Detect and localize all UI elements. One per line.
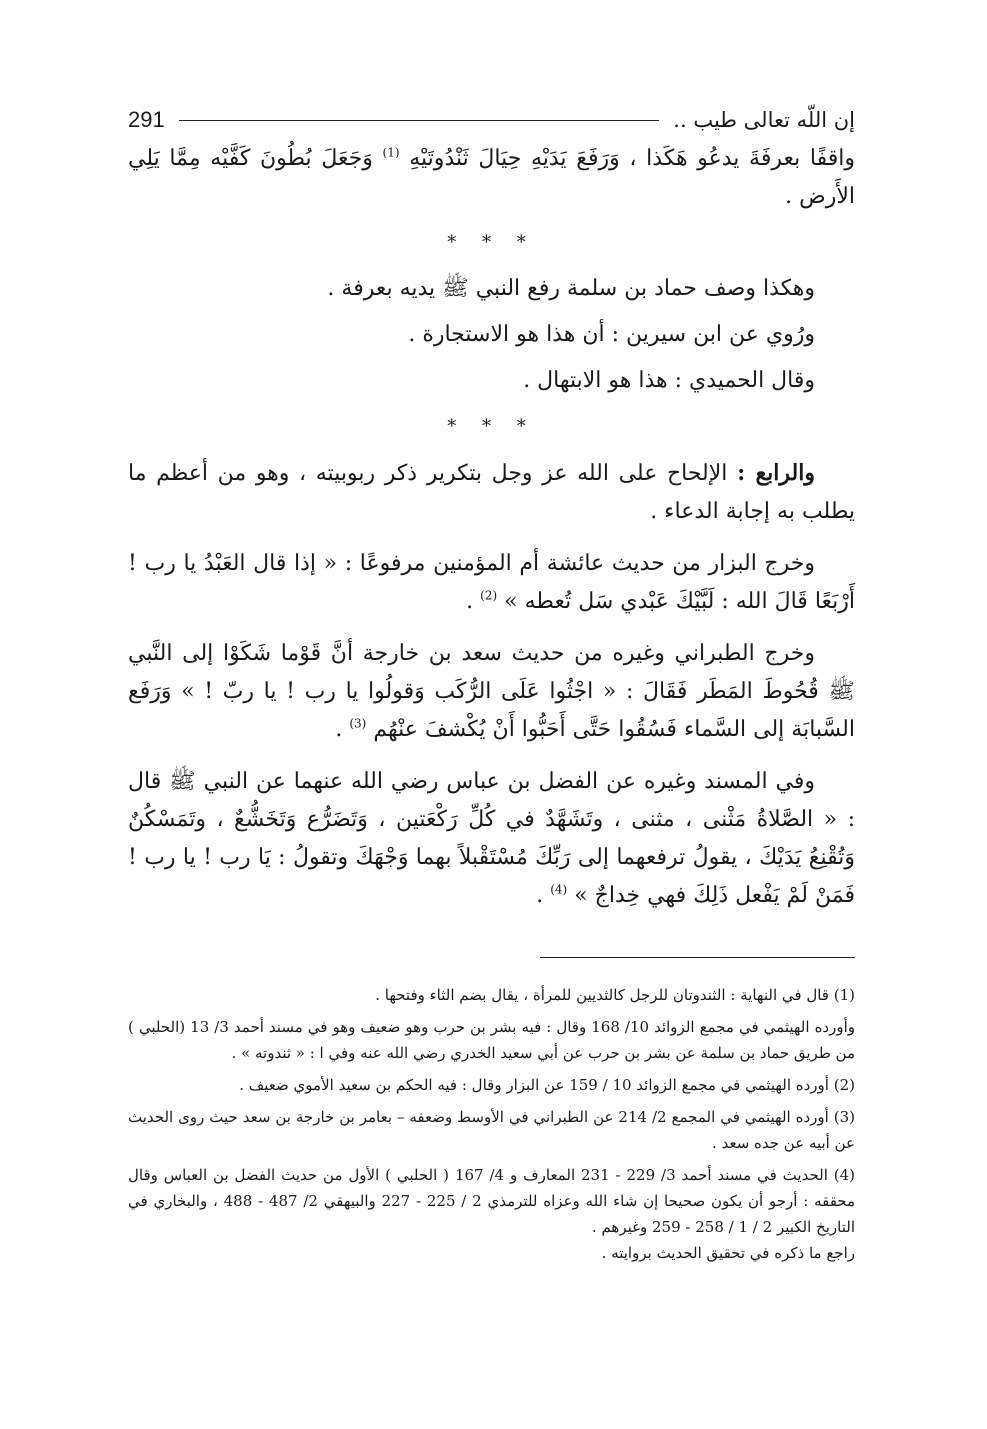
footnote-ref: (4)	[550, 882, 568, 897]
main-text	[128, 140, 855, 915]
footnote-ref: (3)	[349, 716, 367, 731]
paragraph: وقال الحميدي : هذا هو الابتهال .	[523, 368, 815, 393]
footnote-ref: (2)	[480, 588, 498, 603]
paragraph: ورُوي عن ابن سيرين : أن هذا هو الاستجارة .	[408, 322, 815, 347]
paragraph: وفي المسند وغيره عن الفضل بن عباس رضي الله عنهما عن النبي ﷺ قال : « الصَّلاةُ مَثْنى ، مثنى ، وتَشَهَّدٌ في كُلِّ رَكْعَتين ، وَتَضَرُّع وَتَخَشُّعٌ ، وتَمَسْكُنٌ وَتُقْنِعُ يَدَيْكَ ، يقولُ ترفعهما إلى رَبِّكَ مُسْتَقْبلاً بهما وَجْهَكَ وتقولُ : يَا رب ! يا رب ! فَمَنْ لَمْ يَفْعل ذَلِكَ فهي خِداجٌ » $^{(4)}$ .	[128, 769, 855, 908]
paragraph: واقفًا بعرفَةَ يدعُو هَكَذا ، وَرَفَعَ يَدَيْهِ حِيَالَ ثَنْدُوتَيْهِ $^{(1)}$ وَجَعَلَ بُطُونَ كَفَّيْه مِمَّا يَلِي الأَرض .	[128, 145, 855, 209]
footnote: (4) الحديث في مسند أحمد 3/ 229 - 231 المعارف و 4/ 167 ( الحلبي ) الأول من حديث الفضل بن العباس وقال محققه : أرجو أن يكون صحيحا إن شاء الله وعزاه للترمذي 2 / 225 - 227 والبيهقي 2/ 487 - 488 ، والبخاري في التاريخ الكبير 2 / 1 / 258 - 259 وغيرهم .	[128, 1166, 856, 1236]
footnote: (1) قال في النهاية : الثندوتان للرجل كالثديين للمرأة ، يقال بضم الثاء وفتحها .	[375, 986, 855, 1004]
footnotes	[128, 982, 855, 1266]
header-rule	[179, 120, 660, 121]
paragraph: وهكذا وصف حماد بن سلمة رفع النبي ﷺ يديه بعرفة .	[327, 276, 815, 301]
footnote-ref: (1)	[382, 145, 400, 160]
paragraph: وخرج البزار من حديث عائشة أم المؤمنين مرفوعًا : « إذا قال العَبْدُ يا رب ! أَرْبَعًا قَالَ الله : لَبَّيْكَ عَبْدي سَل تُعطه » $^{(2)}$ .	[128, 551, 855, 614]
footnote-divider	[540, 957, 855, 958]
footnote: وأورده الهيثمي في مجمع الزوائد 10/ 168 وقال : فيه بشر بن حرب وهو ضعيف وهو في مسند أحمد 3/ 13 (الحلبي ) من طريق حماد بن سلمة عن بشر بن حرب عن أبي سعيد الخدري رضي الله عنه وفي ا : « ثندوته » .	[128, 1018, 856, 1062]
running-header	[128, 100, 855, 140]
paragraph: وخرج الطبراني وغيره من حديث سعد بن خارجة أنَّ قَوْما شَكَوْا إلى النَّبي ﷺ قُحُوطَ المَطَر فَقَالَ : « اجْثُوا عَلَى الرُّكَب وَقولُوا يا رب ! يا ربّ ! » وَرَفَع السَّبابَة إلى السَّماء فَسُقُوا حَتَّى أَحَبُّوا أَنْ يُكْشفَ عنْهُم $^{(3)}$ .	[128, 641, 855, 742]
footnote: (3) أورده الهيثمي في المجمع 2/ 214 عن الطبراني في الأوسط وضعفه – بعامر بن خارجة بن سعد حيث روى الحديث عن أبيه عن جده سعد .	[128, 1108, 856, 1152]
running-title: إن اللّه تعالى طيب ..	[673, 108, 855, 132]
paragraph: والرابع : الإلحاح على الله عز وجل بتكرير ذكر ربوبيته ، وهو من أعظم ما يطلب به إجابة الدعاء .	[128, 460, 855, 524]
footnote: (2) أورده الهيثمي في مجمع الزوائد 10 / 159 عن البزار وقال : فيه الحكم بن سعيد الأموي ضعيف .	[239, 1076, 855, 1094]
section-separator: * * *	[447, 416, 536, 437]
page-number: 291	[128, 107, 165, 132]
section-lead: والرابع :	[737, 460, 815, 486]
section-separator: * * *	[447, 232, 536, 253]
footnote: راجع ما ذكره في تحقيق الحديث بروايته .	[601, 1244, 855, 1262]
